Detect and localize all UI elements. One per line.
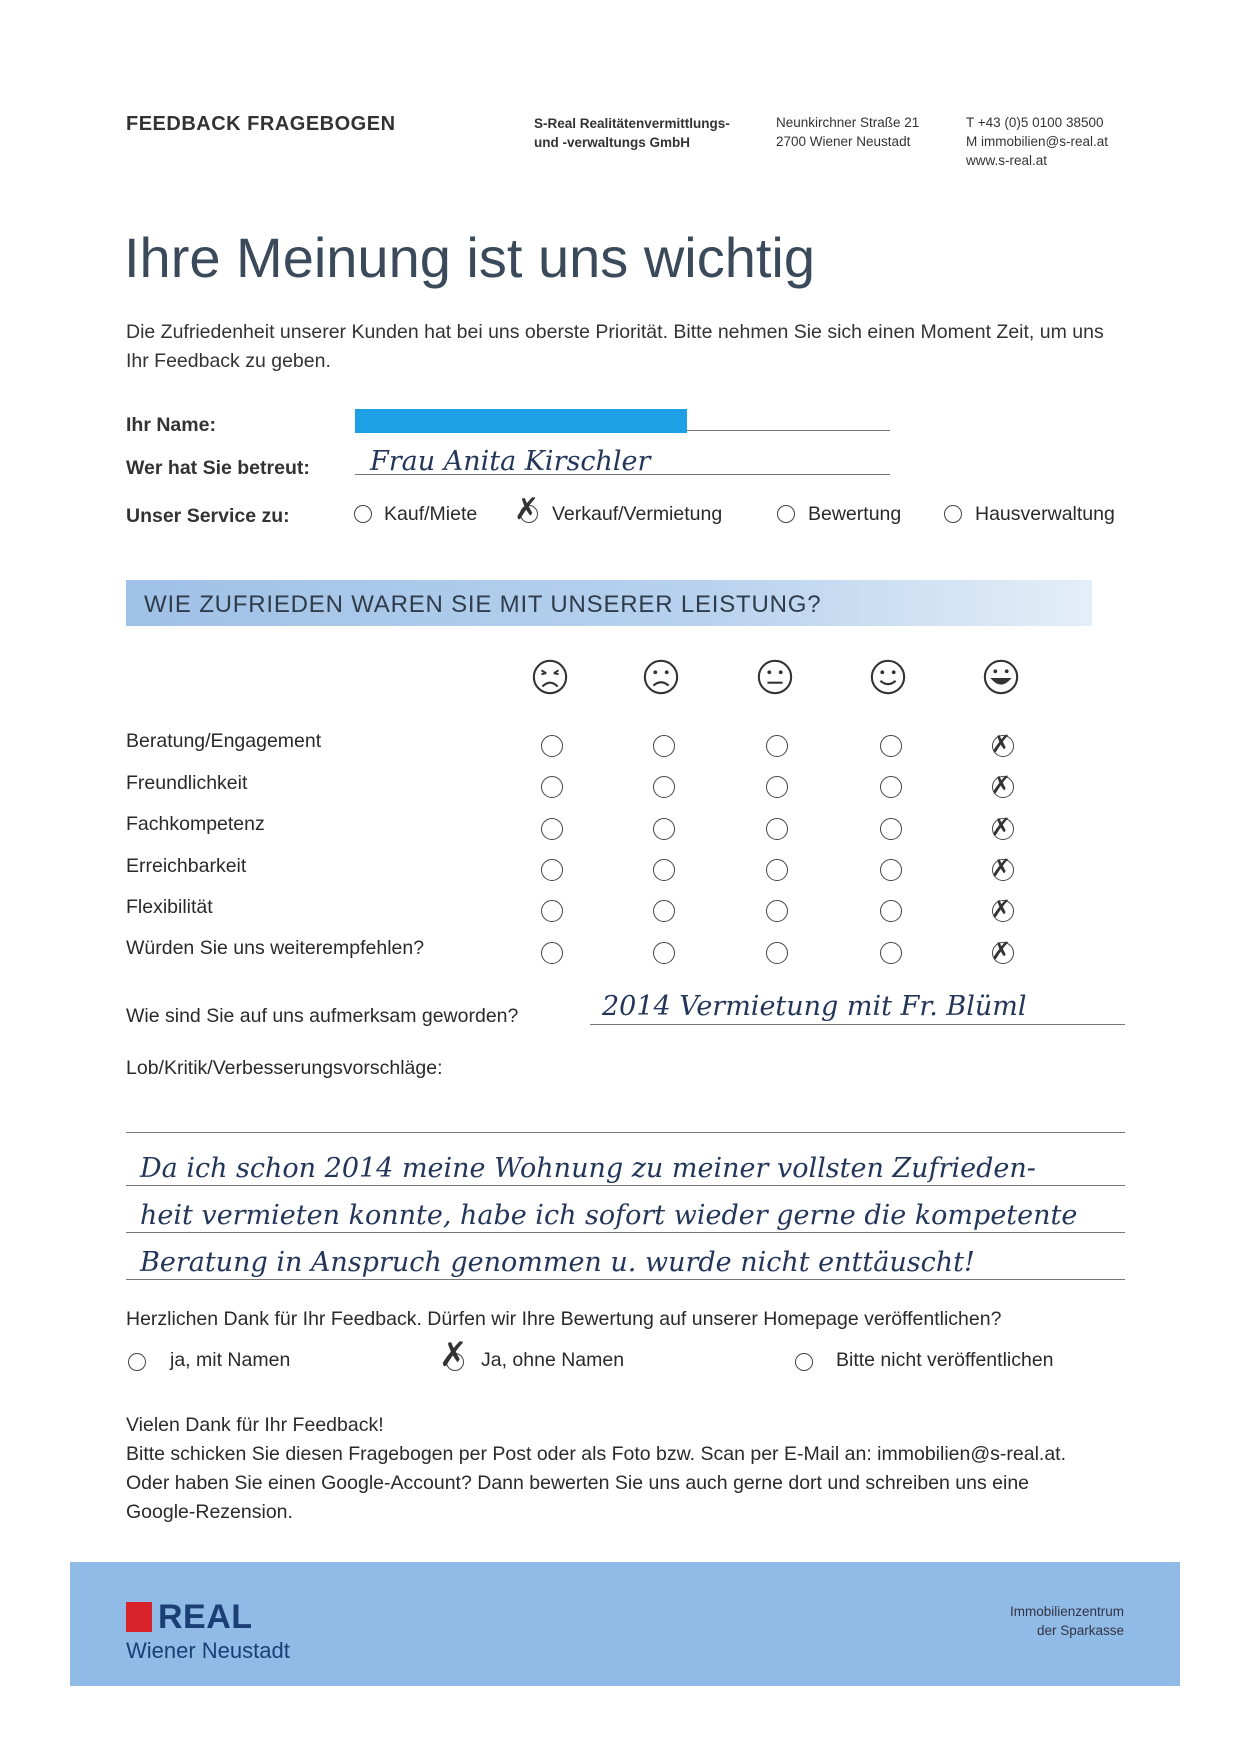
comment-line-1: Da ich schon 2014 meine Wohnung zu meiner vollsten Zufrieden- [140,1153,1036,1184]
rating-radio[interactable] [653,776,675,798]
brand-location: Wiener Neustadt [126,1638,290,1663]
rating-row-label: Beratung/Engagement [126,730,322,752]
rating-row-label: Freundlichkeit [126,772,248,794]
rating-radio[interactable] [653,942,675,964]
comments-line-2[interactable] [126,1232,1125,1233]
service-label-bewertung: Bewertung [808,503,902,525]
rating-radio[interactable] [880,859,902,881]
source-question-line[interactable] [590,1024,1125,1025]
publish-label-with-name: ja, mit Namen [170,1349,291,1371]
rating-radio[interactable] [880,942,902,964]
advisor-handwritten: Frau Anita Kirschler [370,446,651,477]
rating-radio[interactable] [880,735,902,757]
rating-radio[interactable] [766,900,788,922]
service-label-hausverwaltung: Hausverwaltung [975,503,1115,525]
name-label: Ihr Name: [126,414,216,436]
rating-radio[interactable] [766,776,788,798]
form-title: FEEDBACK FRAGEBOGEN [126,113,396,135]
company-contact [966,113,1108,170]
rating-section-banner [126,580,1092,626]
sparkasse-s-logo-icon [126,1602,152,1632]
contact-website: www.s-real.at [966,153,1048,168]
service-radio-bewertung[interactable] [777,505,795,523]
comments-label: Lob/Kritik/Verbesserungsvorschläge: [126,1057,443,1079]
rating-radio[interactable] [541,818,563,840]
comments-line-3[interactable] [126,1279,1125,1280]
service-radio-hausverwaltung[interactable] [944,505,962,523]
rating-radio[interactable] [880,900,902,922]
page-title: Ihre Meinung ist uns wichtig [124,226,816,289]
service-label-verkauf-vermietung: Verkauf/Vermietung [552,503,723,525]
rating-radio[interactable] [541,776,563,798]
contact-email: M immobilien@s-real.at [966,134,1108,149]
service-label-kauf-miete: Kauf/Miete [384,503,478,525]
brand-name: REAL [158,1598,253,1636]
rating-radio[interactable] [541,900,563,922]
contact-phone: T +43 (0)5 0100 38500 [966,115,1104,130]
happy-face-icon [869,658,907,696]
rating-radio[interactable] [541,942,563,964]
source-question-label: Wie sind Sie auf uns aufmerksam geworden? [126,1005,519,1027]
comments-line-0[interactable] [126,1132,1125,1133]
rating-radio[interactable] [653,818,675,840]
closing-text [126,1411,1066,1527]
checked-x-mark-icon: ✗ [514,492,540,527]
publish-label-do-not-publish: Bitte nicht veröffentlichen [836,1349,1054,1371]
rating-section-heading: WIE ZUFRIEDEN WAREN SIE MIT UNSERER LEISTUNG? [144,591,822,618]
closing-line-2: Bitte schicken Sie diesen Fragebogen per Post oder als Foto bzw. Scan per E-Mail an: immobilien@s-real.at. [126,1443,1066,1465]
source-question-handwritten: 2014 Vermietung mit Fr. Blüml [602,991,1027,1022]
neutral-face-icon [756,658,794,696]
intro-text: Die Zufriedenheit unserer Kunden hat bei uns oberste Priorität. Bitte nehmen Sie sich einen Moment Zeit, um uns Ihr Feedback zu geben. [126,321,1104,372]
rating-radio[interactable] [880,776,902,798]
rating-radio[interactable] [541,859,563,881]
service-options [354,492,1154,533]
company-name [534,114,730,152]
address-line2: 2700 Wiener Neustadt [776,134,911,149]
rating-row-label: Flexibilität [126,896,213,918]
redacted-name-block [355,409,687,433]
footer-tagline-line2: der Sparkasse [1036,1623,1124,1638]
publish-radio-with-name[interactable] [128,1353,146,1371]
very-happy-face-icon [982,658,1020,696]
footer-tagline-line1: Immobilienzentrum [1009,1604,1124,1619]
comments-line-1[interactable] [126,1185,1125,1186]
service-radio-kauf-miete[interactable] [354,505,372,523]
rating-radio[interactable] [541,735,563,757]
closing-line-1: Vielen Dank für Ihr Feedback! [126,1414,384,1436]
service-label: Unser Service zu: [126,505,290,527]
closing-line-3: Oder haben Sie einen Google-Account? Dann bewerten Sie uns auch gerne dort und schreiben uns eine [126,1472,1030,1494]
company-name-line2: und -verwaltungs GmbH [534,135,691,150]
publish-question: Herzlichen Dank für Ihr Feedback. Dürfen wir Ihre Bewertung auf unserer Homepage veröffentlichen? [126,1308,1002,1330]
address-line1: Neunkirchner Straße 21 [776,115,920,130]
checked-x-mark-icon: ✗ [991,813,1012,841]
rating-radio[interactable] [653,900,675,922]
checked-x-mark-icon: ✗ [991,854,1012,882]
checked-x-mark-icon: ✗ [991,895,1012,923]
rating-row-label: Erreichbarkeit [126,855,247,877]
unhappy-face-icon [642,658,680,696]
footer-banner [70,1562,1180,1686]
comment-line-2: heit vermieten konnte, habe ich sofort wieder gerne die kompetente [140,1200,1078,1231]
rating-radio[interactable] [766,735,788,757]
rating-radio[interactable] [766,859,788,881]
very-unhappy-face-icon [531,658,569,696]
checked-x-mark-icon: ✗ [439,1335,468,1375]
closing-line-4: Google-Rezension. [126,1501,293,1523]
rating-radio[interactable] [766,942,788,964]
rating-radio[interactable] [653,735,675,757]
checked-x-mark-icon: ✗ [991,937,1012,965]
publish-label-without-name: Ja, ohne Namen [481,1349,625,1371]
rating-row-label: Würden Sie uns weiterempfehlen? [126,937,425,959]
checked-x-mark-icon: ✗ [991,771,1012,799]
advisor-field-line[interactable] [355,474,890,475]
rating-radio[interactable] [766,818,788,840]
company-address [776,113,919,151]
footer-tagline [1010,1602,1124,1640]
company-name-line1: S-Real Realitätenvermittlungs- [534,116,730,131]
advisor-label: Wer hat Sie betreut: [126,457,310,479]
checked-x-mark-icon: ✗ [991,730,1012,758]
rating-radio[interactable] [653,859,675,881]
rating-row-label: Fachkompetenz [126,813,265,835]
publish-radio-do-not-publish[interactable] [795,1353,813,1371]
rating-radio[interactable] [880,818,902,840]
comment-line-3: Beratung in Anspruch genommen u. wurde nicht enttäuscht! [140,1247,975,1278]
